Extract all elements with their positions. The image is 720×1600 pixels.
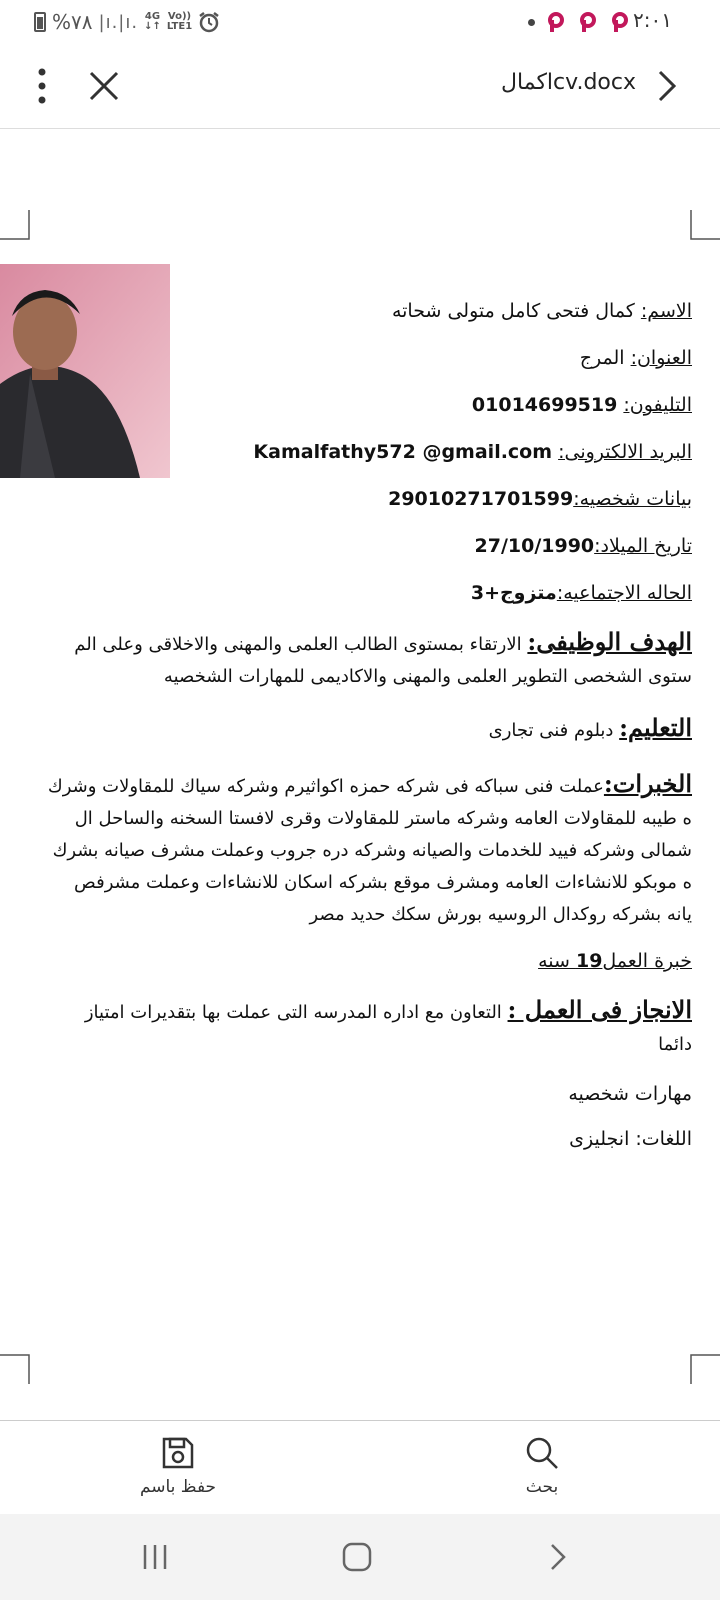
experience-line-4: ه موبكو للانشاءات العامه ومشرف موقع بشركه اسكان للانشاءات وعملت مشرفص [74,872,692,893]
education-label: التعليم: [619,713,692,742]
experience-line-2: ه طيبه للمقاولات العامه وشركه ماستر للمقاولات وقرى لافستا السخنه والساحل ال [74,808,692,829]
status-left-group [34,10,220,34]
goal-section [28,626,692,693]
page-corner-mark [690,1354,720,1384]
achievement-label: الانجاز فى العمل : [507,995,692,1024]
address-label: العنوان: [630,347,692,369]
page-corner-mark [690,210,720,240]
birth-value: 27/10/1990 [474,535,595,557]
experience-line-3: شمالى وشركه فييد للخدمات والصيانه وشركه دره جروب وعملت مشرف صيانه بشرك [52,840,692,861]
network-type: 4G ↓↑ [144,11,161,32]
id-value: 29010271701599 [388,488,574,510]
notification-p-icon [546,11,566,33]
recent-apps-icon[interactable] [140,1542,170,1572]
email-row [253,441,692,463]
save-as-label: حفظ باسم [139,1477,217,1497]
volte-label: Vo)) LTE1 [166,11,193,32]
back-icon[interactable] [548,1542,568,1572]
goal-label: الهدف الوظيفى: [527,627,692,656]
education-value: دبلوم فنى تجارى [488,720,614,741]
notification-dot [528,19,535,26]
education-section [28,712,692,747]
more-menu-icon[interactable] [30,66,54,106]
name-row [392,300,692,322]
document-page[interactable] [0,128,720,1420]
close-icon[interactable] [86,68,122,104]
document-toolbar [0,44,720,129]
languages-row: اللغات: انجليزى [569,1128,692,1150]
phone-row [472,394,692,416]
battery-level: %٧٨ [52,10,93,34]
experience-label: الخبرات: [603,769,692,798]
search-button[interactable] [482,1435,602,1497]
notification-p-icon [578,11,598,33]
search-icon [524,1435,560,1471]
marital-value: متزوج+3 [470,582,557,604]
address-value: المرج [579,347,625,369]
profile-photo [0,264,170,478]
battery-icon [34,12,46,32]
phone-value: 01014699519 [471,394,618,416]
system-nav-bar [0,1514,720,1600]
page-corner-mark [0,1354,30,1384]
goal-line-2: ستوى الشخصى التطوير العلمى والمهنى والاكاديمى للمهارات الشخصيه [163,666,692,687]
page-corner-mark [0,210,30,240]
skills-heading: مهارات شخصيه [568,1083,692,1105]
experience-line-1: عملت فنى سباكه فى شركه حمزه اكواثيرم وشركه سياك للمقاولات وشرك [47,776,604,797]
save-icon [160,1435,196,1471]
goal-line-1: الارتقاء بمستوى الطالب العلمى والمهنى والاخلاقى وعلى الم [74,634,522,655]
bottom-action-bar [0,1420,720,1515]
birth-label: تاريخ الميلاد: [594,535,692,557]
marital-row [471,582,692,604]
birth-row [475,535,692,557]
status-time: ٢:٠١ [633,8,672,32]
work-experience-row [538,950,692,972]
back-chevron-icon[interactable] [652,68,682,104]
achievement-section [28,994,692,1061]
name-value: كمال فتحى كامل متولى شحاته [391,300,635,322]
name-label: الاسم: [640,300,692,322]
search-label: بحث [525,1477,559,1497]
email-value: Kamalfathy572 @gmail.com [253,441,553,463]
signal-icon: |ı.|ı. [98,11,139,33]
notification-p-icon [610,11,630,33]
alarm-icon [198,11,220,33]
achievement-line-2: دائما [658,1034,692,1055]
id-row [388,488,692,510]
marital-label: الحاله الاجتماعيه: [556,582,692,604]
phone-label: التليفون: [623,394,692,416]
status-bar [0,0,720,44]
home-icon[interactable] [342,1542,372,1572]
address-row [580,347,692,369]
id-label: بيانات شخصيه: [573,488,692,510]
experience-line-5: يانه بشركه روكدال الروسيه بورش سكك حديد مصر [309,904,692,925]
save-as-button[interactable] [118,1435,238,1497]
achievement-line-1: التعاون مع اداره المدرسه التى عملت بها بتقديرات امتياز [84,1002,502,1023]
document-title: اكمالcv.docx [501,70,636,95]
work-experience-text: خبرة العمل19 سنه [538,950,692,972]
email-label: البريد الالكترونى: [558,441,692,463]
experience-section [28,768,692,931]
